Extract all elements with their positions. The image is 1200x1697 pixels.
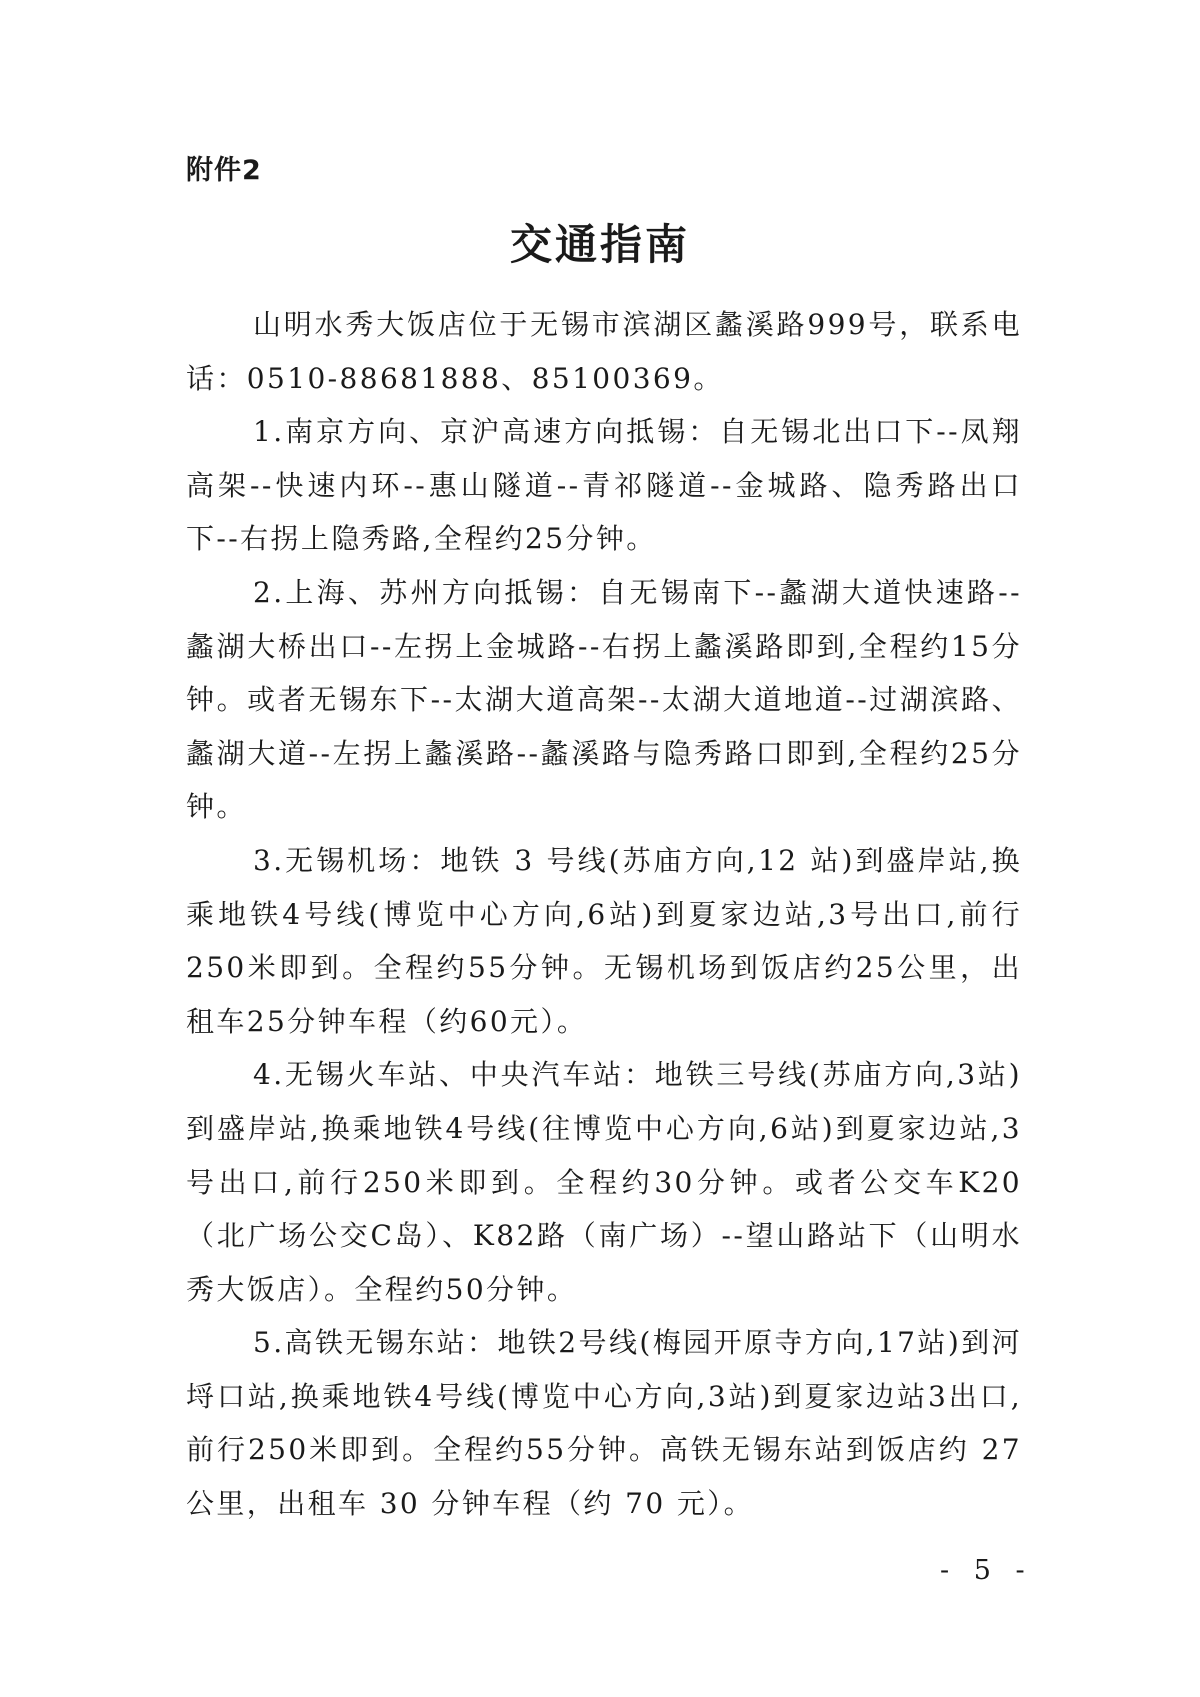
paragraph-route-shanghai: 2.上海、苏州方向抵锡：自无锡南下--蠡湖大道快速路--蠡湖大桥出口--左拐上金城路--右拐上蠡溪路即到,全程约15分钟。或者无锡东下--太湖大道高架--太湖大道地道--过湖滨路、蠡湖大道--左拐上蠡溪路--蠡溪路与隐秀路口即到,全程约25分钟。 — [186, 575, 1022, 824]
paragraph-route-airport: 3.无锡机场：地铁 3 号线(苏庙方向,12 站)到盛岸站,换乘地铁4号线(博览中心方向,6站)到夏家边站,3号出口,前行250米即到。全程约55分钟。无锡机场到饭店约25公里，出租车25分钟车程（约60元）。 — [186, 843, 1022, 1038]
paragraph-route-nanjing: 1.南京方向、京沪高速方向抵锡：自无锡北出口下--凤翔高架--快速内环--惠山隧道--青祁隧道--金城路、隐秀路出口下--右拐上隐秀路,全程约25分钟。 — [186, 415, 1022, 556]
document-body — [186, 298, 1022, 1531]
attachment-label: 附件2 — [186, 155, 262, 186]
page-title: 交通指南 — [509, 220, 690, 269]
paragraph-route-high-speed-rail: 5.高铁无锡东站：地铁2号线(梅园开原寺方向,17站)到河埒口站,换乘地铁4号线(博览中心方向,3站)到夏家边站3出口,前行250米即到。全程约55分钟。高铁无锡东站到饭店约 27 公里，出租车 30 分钟车程（约 70 元）。 — [186, 1326, 1022, 1521]
paragraph-route-train-station: 4.无锡火车站、中央汽车站：地铁三号线(苏庙方向,3站)到盛岸站,换乘地铁4号线(往博览中心方向,6站)到夏家边站,3号出口,前行250米即到。全程约30分钟。或者公交车K20（北广场公交C岛）、K82路（南广场）--望山路站下（山明水秀大饭店）。全程约50分钟。 — [186, 1058, 1022, 1306]
paragraph-intro: 山明水秀大饭店位于无锡市滨湖区蠡溪路999号，联系电话：0510-88681888、85100369。 — [186, 308, 1022, 395]
page-number: - 5 - — [940, 1555, 1033, 1586]
